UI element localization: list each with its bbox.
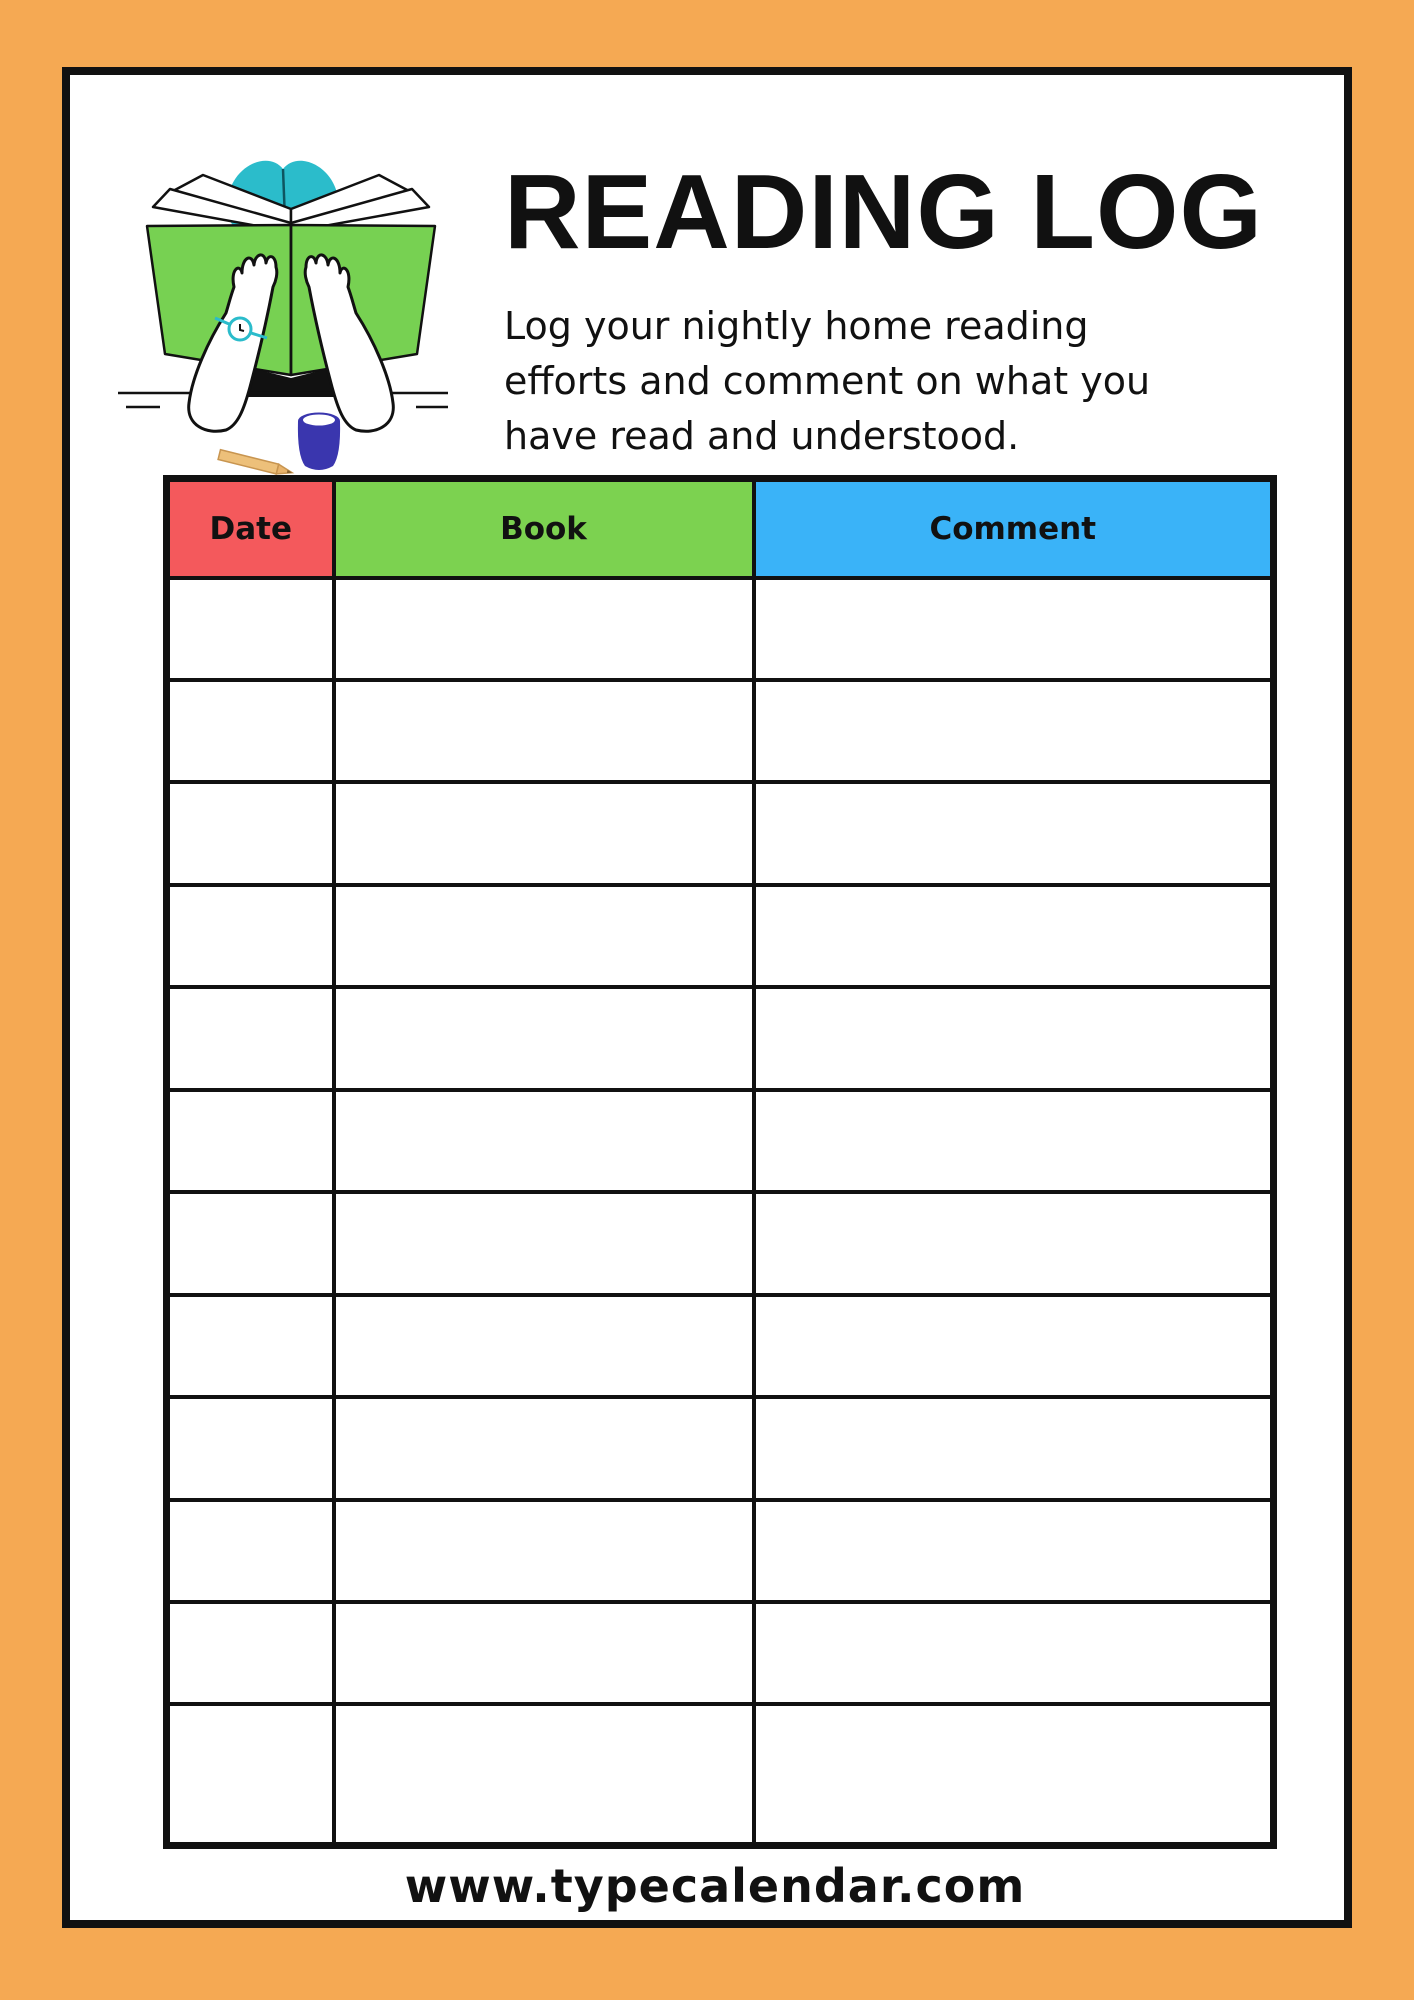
cup-icon: [298, 413, 340, 471]
table-cell: [167, 680, 334, 782]
table-cell: [754, 680, 1274, 782]
table-cell: [754, 1192, 1274, 1294]
table-cell: [334, 885, 754, 987]
table-cell: [334, 1090, 754, 1192]
table-cell: [754, 782, 1274, 884]
table-cell: [754, 987, 1274, 1089]
subtitle-line: Log your nightly home reading: [504, 304, 1089, 348]
table-cell: [167, 987, 334, 1089]
table-column-header: Date: [167, 479, 334, 578]
table-cell: [754, 1295, 1274, 1397]
table-row: [167, 1500, 1274, 1602]
subtitle-line: efforts and comment on what you: [504, 359, 1151, 404]
table-cell: [167, 782, 334, 884]
table-cell: [754, 1602, 1274, 1704]
table-cell: [334, 1397, 754, 1499]
pencil-icon: [218, 450, 293, 478]
table-cell: [334, 987, 754, 1089]
table-cell: [167, 1602, 334, 1704]
table-row: [167, 782, 1274, 884]
table-cell: [167, 885, 334, 987]
table-cell: [334, 1500, 754, 1602]
table-row: [167, 885, 1274, 987]
table-cell: [754, 1704, 1274, 1845]
log-table-wrap: [163, 475, 1344, 1849]
table-cell: [754, 1397, 1274, 1499]
paper-sheet: [62, 67, 1352, 1928]
table-row: [167, 1295, 1274, 1397]
table-cell: [167, 1500, 334, 1602]
table-cell: [754, 1500, 1274, 1602]
reading-log-table: [163, 475, 1277, 1849]
table-cell: [167, 1397, 334, 1499]
footer-url: www.typecalendar.com: [404, 1859, 1026, 1913]
table-row: [167, 680, 1274, 782]
table-cell: [754, 885, 1274, 987]
table-cell: [167, 1090, 334, 1192]
table-cell: [334, 1704, 754, 1845]
table-cell: [334, 578, 754, 680]
subtitle-line: have read and understood.: [504, 414, 1020, 459]
table-cell: [334, 782, 754, 884]
table-row: [167, 1602, 1274, 1704]
table-row: [167, 578, 1274, 680]
table-cell: [754, 1090, 1274, 1192]
table-header-row: [167, 479, 1274, 578]
person-reading-book-illustration: [118, 137, 448, 487]
page-header: [118, 137, 1344, 489]
table-cell: [167, 578, 334, 680]
page-subtitle: [504, 299, 1263, 464]
table-row: [167, 1192, 1274, 1294]
table-row: [167, 987, 1274, 1089]
log-table-body: [167, 578, 1274, 1846]
table-cell: [167, 1192, 334, 1294]
table-row: [167, 1090, 1274, 1192]
book-icon: [147, 225, 435, 375]
heading-block: [504, 137, 1263, 464]
table-row: [167, 1704, 1274, 1845]
table-row: [167, 1397, 1274, 1499]
table-cell: [334, 1602, 754, 1704]
table-column-header: Book: [334, 479, 754, 578]
page-title: READING LOG: [504, 153, 1263, 271]
table-cell: [754, 578, 1274, 680]
table-cell: [167, 1704, 334, 1845]
table-column-header: Comment: [754, 479, 1274, 578]
table-cell: [334, 1295, 754, 1397]
table-cell: [334, 680, 754, 782]
table-cell: [167, 1295, 334, 1397]
table-cell: [334, 1192, 754, 1294]
